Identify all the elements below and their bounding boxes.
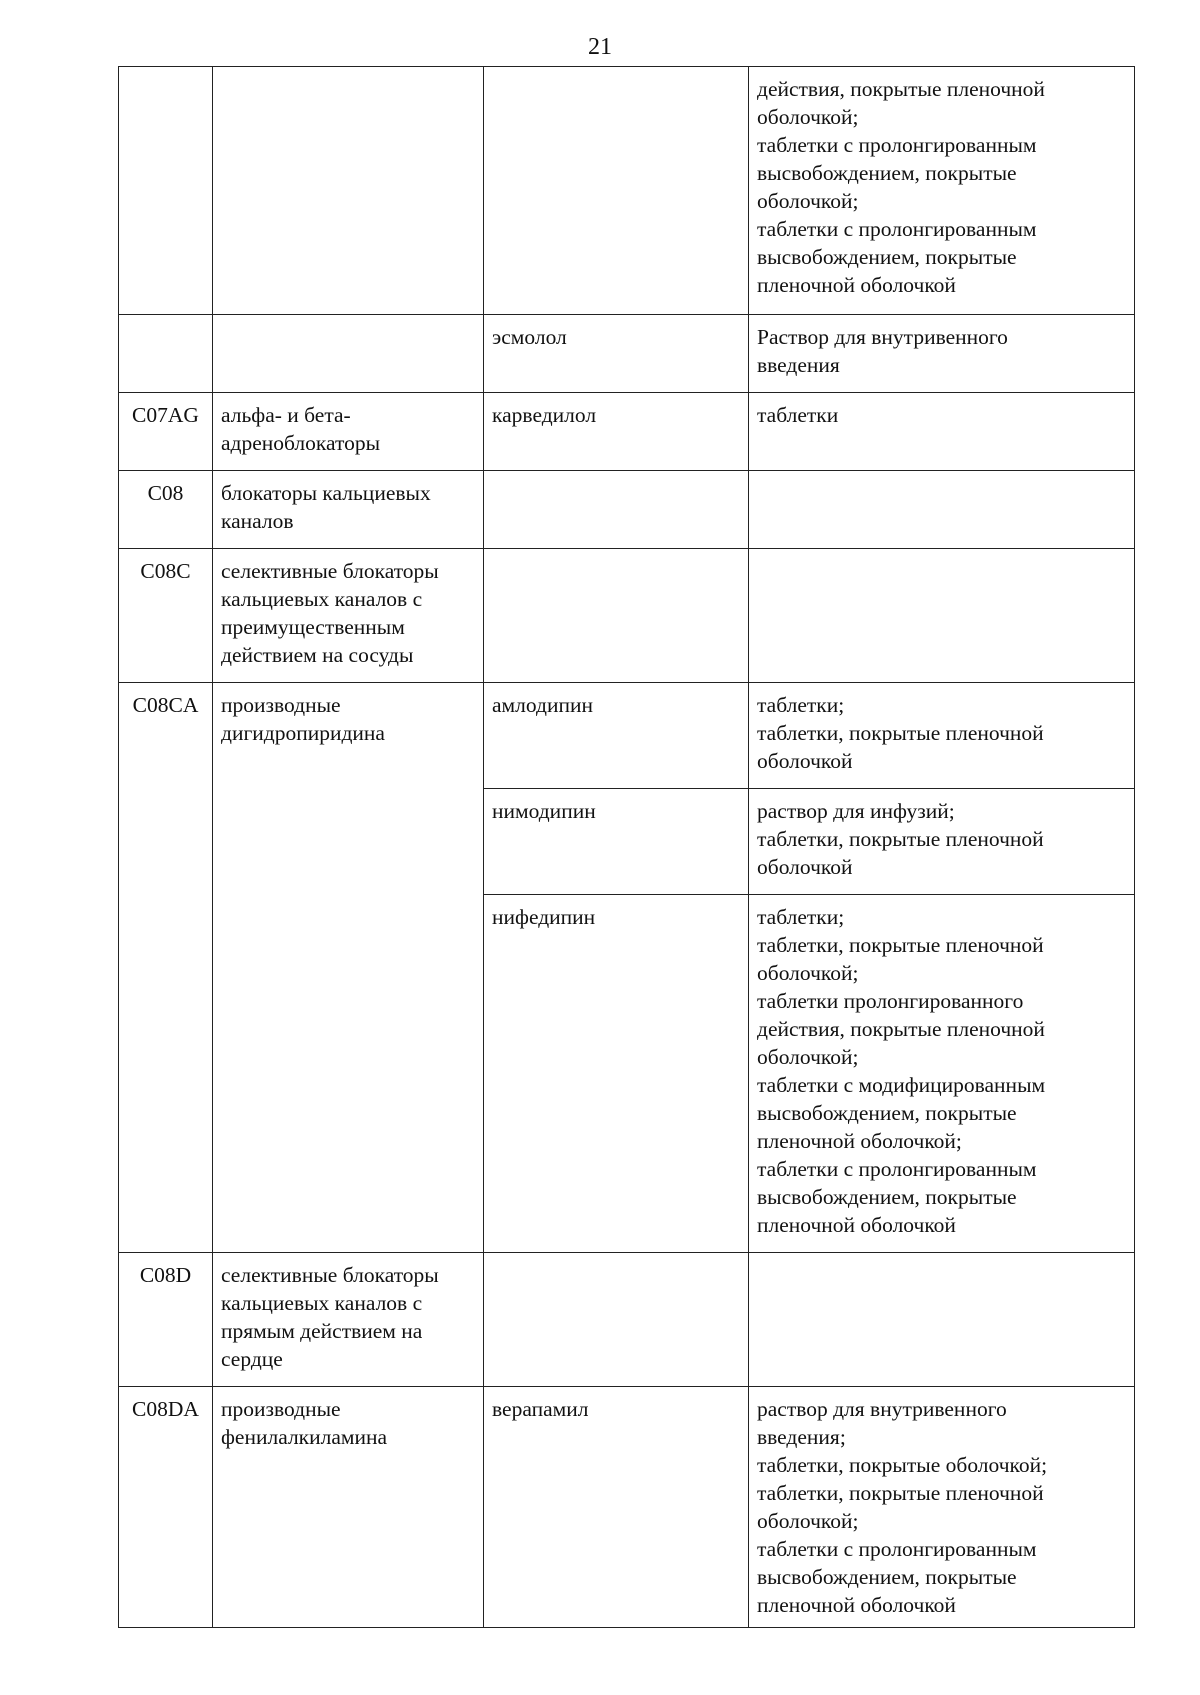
group-name-cell: блокаторы кальциевых каналов xyxy=(213,471,484,549)
dosage-forms-cell xyxy=(749,1253,1135,1387)
dosage-forms-cell: раствор для инфузий; таблетки, покрытые пленочной оболочкой xyxy=(749,789,1135,895)
group-name-cell: селективные блокаторы кальциевых каналов с преимущественным действием на сосуды xyxy=(213,549,484,683)
dosage-forms-cell xyxy=(749,471,1135,549)
table-row xyxy=(119,683,1135,789)
group-name-cell: селективные блокаторы кальциевых каналов с прямым действием на сердце xyxy=(213,1253,484,1387)
dosage-forms-cell: таблетки; таблетки, покрытые пленочной оболочкой xyxy=(749,683,1135,789)
drug-name-cell xyxy=(484,1253,749,1387)
dosage-forms-cell: Раствор для внутривенного введения xyxy=(749,315,1135,393)
group-name-cell xyxy=(213,67,484,315)
group-name-cell: производные фенилалкиламина xyxy=(213,1387,484,1628)
atc-code-cell: C07AG xyxy=(119,393,213,471)
drug-name-cell xyxy=(484,471,749,549)
dosage-forms-cell xyxy=(749,549,1135,683)
group-name-cell: альфа- и бета- адреноблокаторы xyxy=(213,393,484,471)
drug-name-cell xyxy=(484,549,749,683)
table-row xyxy=(119,393,1135,471)
drug-name-cell xyxy=(484,67,749,315)
atc-code-cell: C08CA xyxy=(119,683,213,1253)
group-name-cell xyxy=(213,315,484,393)
atc-code-cell xyxy=(119,67,213,315)
atc-code-cell: C08D xyxy=(119,1253,213,1387)
atc-code-cell: C08DA xyxy=(119,1387,213,1628)
atc-code-cell: C08C xyxy=(119,549,213,683)
group-name-cell: производные дигидропиридина xyxy=(213,683,484,1253)
table-row xyxy=(119,1253,1135,1387)
table-row xyxy=(119,471,1135,549)
atc-code-cell: C08 xyxy=(119,471,213,549)
dosage-forms-cell: таблетки; таблетки, покрытые пленочной оболочкой; таблетки пролонгированного действия, покрытые пленочной оболочкой; таблетки с модифицированным высвобождением, покрытые пленочной оболочкой; таблетки с пролонгированным высвобождением, покрытые пленочной оболочкой xyxy=(749,895,1135,1253)
drug-name-cell: нимодипин xyxy=(484,789,749,895)
drug-name-cell: нифедипин xyxy=(484,895,749,1253)
table-row xyxy=(119,67,1135,315)
drug-name-cell: эсмолол xyxy=(484,315,749,393)
table-row xyxy=(119,315,1135,393)
page-number: 21 xyxy=(588,34,612,60)
dosage-forms-cell: действия, покрытые пленочной оболочкой; таблетки с пролонгированным высвобождением, покрытые оболочкой; таблетки с пролонгированным высвобождением, покрытые пленочной оболочкой xyxy=(749,67,1135,315)
table-row xyxy=(119,1387,1135,1628)
dosage-forms-cell: раствор для внутривенного введения; таблетки, покрытые оболочкой; таблетки, покрытые пленочной оболочкой; таблетки с пролонгированным высвобождением, покрытые пленочной оболочкой xyxy=(749,1387,1135,1628)
drug-name-cell: амлодипин xyxy=(484,683,749,789)
atc-code-cell xyxy=(119,315,213,393)
drug-name-cell: верапамил xyxy=(484,1387,749,1628)
table-row xyxy=(119,549,1135,683)
drug-table xyxy=(118,66,1135,1628)
drug-name-cell: карведилол xyxy=(484,393,749,471)
dosage-forms-cell: таблетки xyxy=(749,393,1135,471)
